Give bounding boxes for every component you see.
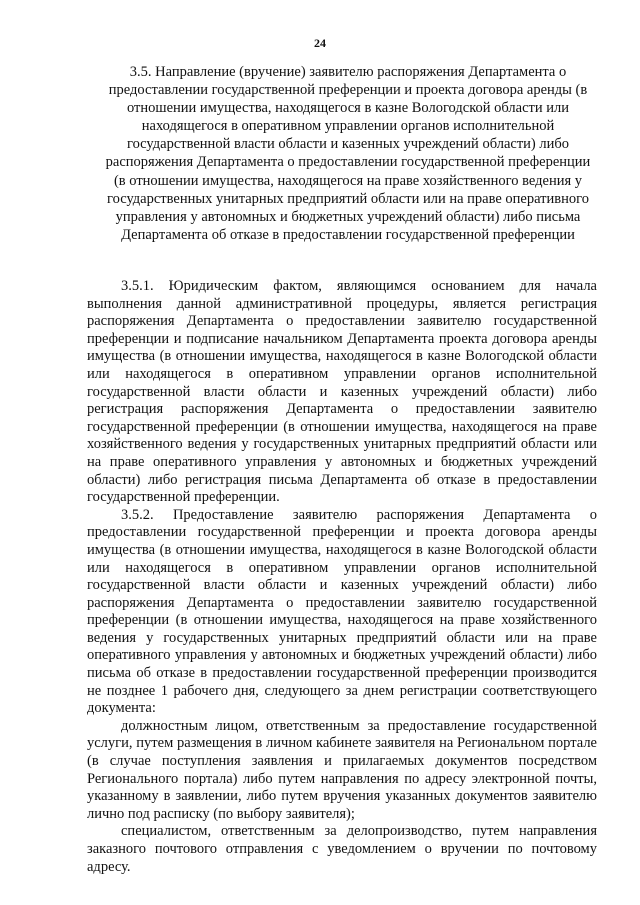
paragraph-3-5-2: 3.5.2. Предоставление заявителю распоряжения Департамента о предоставлении государственной преференции и проекта договора аренды имущества (в отношении имущества, находящегося в казне Вологодской области или находящегося в оперативном управлении органов исполнительной государственной власти области и казенных учреждений области) либо распоряжения Департамента о предоставлении заявителю государственной преференции (в отношении имущества, находящегося на праве хозяйственного ведения у государственных унитарных предприятий области или на праве оперативного управления у автономных и бюджетных учреждений области) либо письма об отказе в предоставлении государственной преференции производится не позднее 1 рабочего дня, следующего за днем регистрации соответствующего документа: xyxy=(87,506,597,717)
section-title: 3.5. Направление (вручение) заявителю распоряжения Департамента о предоставлении государственной преференции и проекта договора аренды (в отношении имущества, находящегося в казне Вологодской области или находящегося в оперативном управлении органов исполнительной государственной власти области и казенных учреждений области) либо распоряжения Департамента о предоставлении государственной преференции (в отношении имущества, находящегося на праве хозяйственного ведения у государственных унитарных предприятий области или на праве оперативного управления у автономных и бюджетных учреждений области) либо письма Департамента об отказе в предоставлении государственной преференции xyxy=(105,64,591,243)
paragraph-3-5-1: 3.5.1. Юридическим фактом, являющимся основанием для начала выполнения данной административной процедуры, является регистрация распоряжения Департамента о предоставлении заявителю государственной преференции и подписание начальником Департамента проекта договора аренды имущества (в отношении имущества, находящегося в казне Вологодской области или находящегося в оперативном управлении органов исполнительной государственной власти области и казенных учреждений области) либо регистрация распоряжения Департамента о предоставлении заявителю государственной преференции (в отношении имущества, находящегося на праве хозяйственного ведения у государственных унитарных предприятий области или на праве оперативного управления у автономных и бюджетных учреждений области) либо регистрация письма Департамента об отказе в предоставлении государственной преференции. xyxy=(87,278,597,506)
paragraph-official-delivery: должностным лицом, ответственным за предоставление государственной услуги, путем размещения в личном кабинете заявителя на Региональном портале (в случае поступления заявления и прилагаемых документов посредством Регионального портала) либо путем направления по адресу электронной почты, указанному в заявлении, либо путем вручения указанных документов заявителю лично под расписку (по выбору заявителя); xyxy=(87,717,597,822)
paragraph-postal-delivery: специалистом, ответственным за делопроизводство, путем направления заказного почтового отправления с уведомлением о вручении по почтовому адресу. xyxy=(87,823,597,875)
page-number: 24 xyxy=(314,36,326,50)
body-text xyxy=(87,278,597,876)
